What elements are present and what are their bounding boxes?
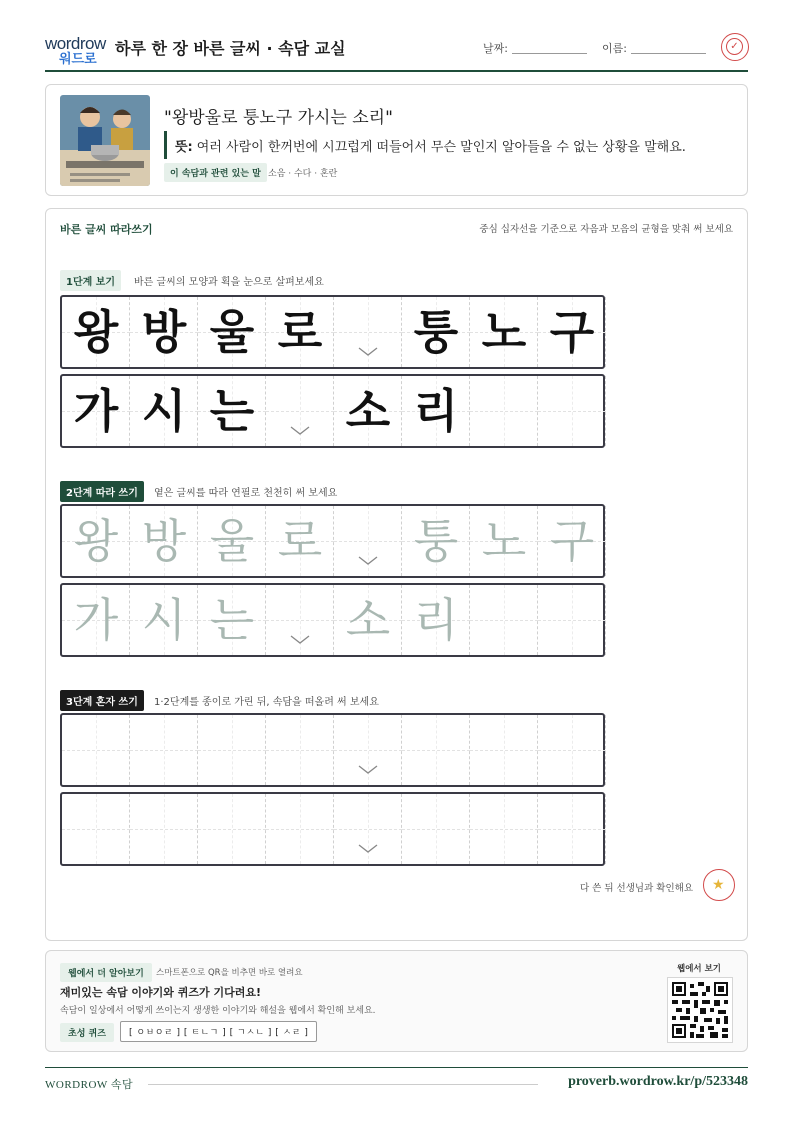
grid-cell xyxy=(130,376,198,446)
logo-korean: 워드로 xyxy=(59,52,97,67)
grid-glyph: 가 xyxy=(73,593,119,647)
grid-glyph: 구 xyxy=(549,514,595,568)
grid-glyph: 로 xyxy=(277,514,323,568)
grid-glyph: 노 xyxy=(481,305,527,359)
grid-cell[interactable] xyxy=(470,506,538,576)
practice-title: 바른 글씨 따라쓰기 xyxy=(60,223,153,236)
step3-row2[interactable] xyxy=(60,792,605,866)
grid-cell xyxy=(402,297,470,367)
web-tag: 웹에서 더 알아보기 xyxy=(60,963,152,982)
grid-cell[interactable] xyxy=(62,506,130,576)
grid-cell[interactable] xyxy=(198,715,266,785)
grid-cell[interactable] xyxy=(470,715,538,785)
grid-glyph: 왕 xyxy=(73,514,119,568)
meaning-label: 뜻: xyxy=(175,140,193,155)
step1-note: 바른 글씨의 모양과 획을 눈으로 살펴보세요 xyxy=(134,277,324,288)
step1-tag: 1단계 보기 xyxy=(60,270,121,291)
grid-cell[interactable] xyxy=(198,794,266,864)
space-chevron-icon xyxy=(290,635,310,647)
star-icon: ★ xyxy=(712,877,725,893)
step3-tag: 3단계 혼자 쓰기 xyxy=(60,690,144,711)
step2-row1[interactable] xyxy=(60,504,605,578)
web-description: 속담이 일상에서 어떻게 쓰이는지 생생한 이야기와 해설을 웹에서 확인해 보세요. xyxy=(60,1006,376,1016)
grid-cell xyxy=(130,297,198,367)
grid-cell[interactable] xyxy=(402,715,470,785)
web-promo-card xyxy=(45,950,748,1052)
date-label: 날짜: xyxy=(483,42,508,55)
space-chevron-icon xyxy=(290,426,310,438)
web-tag-note: 스마트폰으로 QR을 비추면 바로 열려요 xyxy=(156,968,303,978)
grid-glyph: 소 xyxy=(345,384,391,438)
step3-row1[interactable] xyxy=(60,713,605,787)
grid-cell[interactable] xyxy=(538,715,606,785)
date-field[interactable] xyxy=(512,53,587,54)
name-label: 이름: xyxy=(602,42,627,55)
space-chevron-icon xyxy=(358,765,378,777)
web-headline: 재미있는 속담 이야기와 퀴즈가 기다려요! xyxy=(60,986,261,999)
grid-glyph: 는 xyxy=(209,384,255,438)
grid-cell xyxy=(538,297,606,367)
logo-wordmark: wordrow xyxy=(45,34,106,53)
grid-glyph: 방 xyxy=(141,514,187,568)
grid-cell xyxy=(198,376,266,446)
grid-cell[interactable] xyxy=(402,506,470,576)
footer-divider xyxy=(148,1084,538,1085)
grid-glyph: 노 xyxy=(481,514,527,568)
grid-glyph: 왕 xyxy=(73,305,119,359)
grid-glyph: 로 xyxy=(277,305,323,359)
grid-cell[interactable] xyxy=(130,506,198,576)
grid-cell xyxy=(62,376,130,446)
grid-cell xyxy=(334,376,402,446)
grid-glyph: 시 xyxy=(141,593,187,647)
teacher-stamp-icon xyxy=(703,869,735,901)
grid-cell xyxy=(198,297,266,367)
grid-glyph: 가 xyxy=(73,384,119,438)
grid-glyph: 는 xyxy=(209,593,255,647)
grid-cell xyxy=(470,297,538,367)
step2-tag: 2단계 따라 쓰기 xyxy=(60,481,144,502)
proverb-card xyxy=(45,84,748,196)
grid-cell[interactable] xyxy=(538,585,606,655)
grid-cell[interactable] xyxy=(62,794,130,864)
grid-cell[interactable] xyxy=(198,506,266,576)
qr-label: 웹에서 보기 xyxy=(676,964,721,974)
page-header xyxy=(45,28,748,72)
grid-glyph: 리 xyxy=(413,593,459,647)
grid-cell[interactable] xyxy=(198,585,266,655)
grid-cell xyxy=(538,376,606,446)
wordrow-logo xyxy=(45,34,107,67)
practice-note: 중심 십자선을 기준으로 자음과 모음의 균형을 맞춰 써 보세요 xyxy=(479,224,733,235)
grid-cell[interactable] xyxy=(538,506,606,576)
grid-glyph: 울 xyxy=(209,514,255,568)
checkmark-icon: ✓ xyxy=(726,38,743,55)
grid-cell[interactable] xyxy=(334,585,402,655)
grid-glyph: 리 xyxy=(413,384,459,438)
footer-brand: WORDROW 속담 xyxy=(45,1079,134,1091)
chosung-quiz: [ ㅇㅂㅇㄹ ] [ ㅌㄴㄱ ] [ ㄱㅅㄴ ] [ ㅅㄹ ] xyxy=(120,1021,317,1042)
grid-glyph: 시 xyxy=(141,384,187,438)
grid-cell[interactable] xyxy=(62,715,130,785)
grid-cell[interactable] xyxy=(130,715,198,785)
step1-row2 xyxy=(60,374,605,448)
step1-row1 xyxy=(60,295,605,369)
grid-glyph: 퉁 xyxy=(413,305,459,359)
page-footer xyxy=(45,1067,748,1097)
grid-glyph: 퉁 xyxy=(413,514,459,568)
step3-note: 1·2단계를 종이로 가린 뒤, 속담을 떠올려 써 보세요 xyxy=(154,697,379,708)
footer-url[interactable]: proverb.wordrow.kr/p/523348 xyxy=(568,1074,748,1089)
step2-row2[interactable] xyxy=(60,583,605,657)
grid-cell xyxy=(402,376,470,446)
step2-note: 옅은 글씨를 따라 연필로 천천히 써 보세요 xyxy=(154,488,338,499)
grid-cell[interactable] xyxy=(62,585,130,655)
grid-cell[interactable] xyxy=(402,794,470,864)
grid-cell[interactable] xyxy=(470,585,538,655)
grid-glyph: 울 xyxy=(209,305,255,359)
grid-cell[interactable] xyxy=(130,585,198,655)
grid-cell[interactable] xyxy=(266,506,334,576)
grid-cell[interactable] xyxy=(538,794,606,864)
proverb-meaning xyxy=(164,131,686,159)
proverb-illustration xyxy=(60,95,150,186)
grid-cell[interactable] xyxy=(470,794,538,864)
grid-glyph: 방 xyxy=(141,305,187,359)
related-label: 이 속담과 관련 있는 말 xyxy=(164,163,267,182)
grid-cell[interactable] xyxy=(130,794,198,864)
grid-cell[interactable] xyxy=(402,585,470,655)
proverb-title: "왕방울로 퉁노구 가시는 소리" xyxy=(164,108,393,128)
grid-cell xyxy=(62,297,130,367)
quiz-tag: 초성 퀴즈 xyxy=(60,1023,114,1042)
space-chevron-icon xyxy=(358,844,378,856)
grid-cell[interactable] xyxy=(266,715,334,785)
check-stamp-icon xyxy=(721,33,749,61)
grid-glyph: 구 xyxy=(549,305,595,359)
grid-cell xyxy=(470,376,538,446)
related-words: 소음 · 수다 · 혼란 xyxy=(268,169,338,179)
practice-section xyxy=(45,208,748,941)
page-title: 하루 한 장 바른 글씨 · 속담 교실 xyxy=(115,39,346,58)
grid-cell xyxy=(266,297,334,367)
space-chevron-icon xyxy=(358,556,378,568)
meaning-text: 여러 사람이 한꺼번에 시끄럽게 떠들어서 무슨 말인지 알아들을 수 없는 상황을 말해요. xyxy=(196,140,686,155)
grid-cell[interactable] xyxy=(266,794,334,864)
name-field[interactable] xyxy=(631,53,706,54)
qr-code-icon[interactable] xyxy=(667,977,733,1043)
space-chevron-icon xyxy=(358,347,378,359)
grid-glyph: 소 xyxy=(345,593,391,647)
check-note: 다 쓴 뒤 선생님과 확인해요 xyxy=(579,883,693,894)
